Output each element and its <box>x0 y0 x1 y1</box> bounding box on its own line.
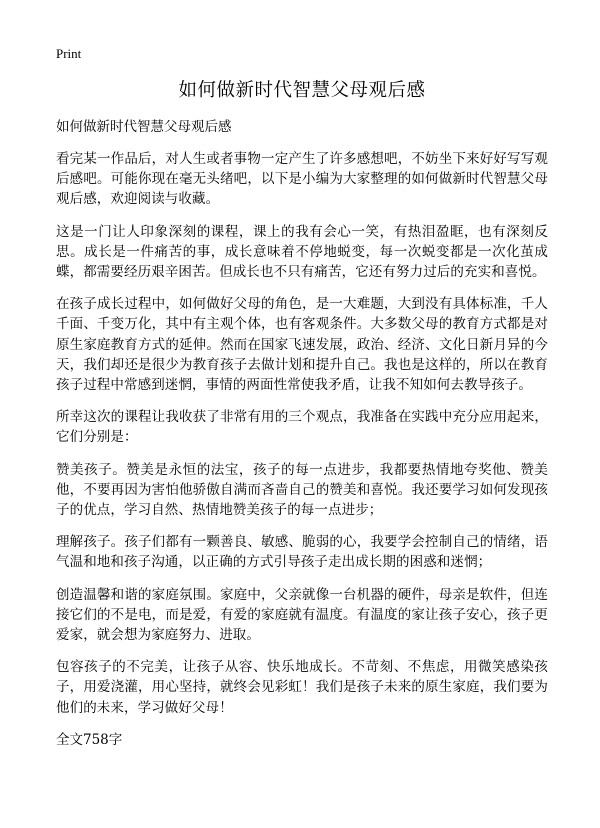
document-subtitle: 如何做新时代智慧父母观后感 <box>56 119 232 135</box>
word-count: 全文758字 <box>56 731 123 748</box>
print-link[interactable]: Print <box>56 46 82 61</box>
intro-paragraph: 看完某一作品后，对人生或者事物一定产生了许多感想吧，不妨坐下来好好写写观后感吧。可能你现在毫无头绪吧，以下是小编为大家整理的如何做新时代智慧父母观后感，欢迎阅读与收藏。 <box>56 151 548 208</box>
body-paragraph-praise: 赞美孩子。赞美是永恒的法宝，孩子的每一点进步，我都要热情地夸奖他、赞美他，不要再因为害怕他骄傲自满而吝啬自己的赞美和喜悦。我还要学习如何发现孩子的优点，学习自然、热情地赞美孩子的每一点进步； <box>56 461 548 519</box>
body-paragraph-understand: 理解孩子。孩子们都有一颗善良、敏感、脆弱的心，我要学会控制自己的情绪，语气温和地和孩子沟通，以正确的方式引导孩子走出成长期的困惑和迷惘； <box>56 534 548 571</box>
body-paragraph-family: 创造温馨和谐的家庭氛围。家庭中，父亲就像一台机器的硬件，母亲是软件，但连接它们的不是电，而是爱，有爱的家庭就有温度。有温度的家让孩子安心，孩子更爱家，就会想为家庭努力、进取。 <box>56 586 548 644</box>
document-title: 如何做新时代智慧父母观后感 <box>178 80 426 101</box>
body-paragraph-growth: 这是一门让人印象深刻的课程，课上的我有会心一笑，有热泪盈眶，也有深刻反思。成长是一件痛苦的事，成长意味着不停地蜕变，每一次蜕变都是一次化茧成蝶，都需要经历艰辛困苦。但成长也不只有痛苦，它还有努力过后的充实和喜悦。 <box>56 223 548 281</box>
body-paragraph-three-views: 所幸这次的课程让我收获了非常有用的三个观点，我准备在实践中充分应用起来，它们分别是： <box>56 409 548 446</box>
body-paragraph-conclusion: 包容孩子的不完美，让孩子从容、快乐地成长。不苛刻、不焦虑，用微笑感染孩子，用爱浇灌，用心坚持，就终会见彩虹！我们是孩子未来的原生家庭，我们要为他们的未来，学习做好父母！ <box>56 659 548 716</box>
body-paragraph-parenting: 在孩子成长过程中，如何做好父母的角色，是一大难题，大到没有具体标准，千人千面、千变万化，其中有主观个体，也有客观条件。大多数父母的教育方式都是对原生家庭教育方式的延伸。然而在国家飞速发展，政治、经济、文化日新月异的今天，我们却还是很少为教育孩子去做计划和提升自己。我也是这样的，所以在教育孩子过程中常感到迷惘，事情的两面性常使我矛盾，让我不知如何去教导孩子。 <box>56 296 548 394</box>
